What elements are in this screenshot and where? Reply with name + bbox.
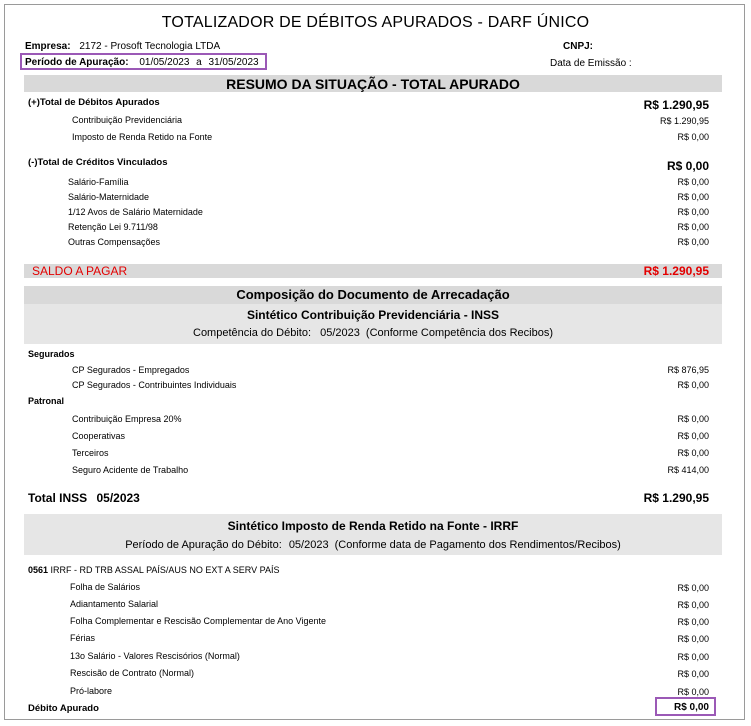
debitos-item-label: Imposto de Renda Retido na Fonte (72, 132, 213, 142)
periodo-label: Período de Apuração: (25, 57, 129, 68)
creditos-item-label: Retenção Lei 9.711/98 (68, 222, 158, 232)
irrf-item-value: R$ 0,00 (677, 669, 709, 679)
debitos-item-value: R$ 1.290,95 (659, 116, 709, 126)
segurados-item-value: R$ 876,95 (667, 365, 709, 375)
saldo-value: R$ 1.290,95 (643, 264, 709, 278)
segurados-item-label: CP Segurados - Contribuintes Individuais (72, 380, 237, 390)
irrf-item-label: Pró-labore (70, 686, 113, 696)
patronal-item-value: R$ 0,00 (677, 448, 709, 458)
resumo-heading: RESUMO DA SITUAÇÃO - TOTAL APURADO (226, 76, 520, 92)
irrf-item-label: 13o Salário - Valores Rescisórios (Normal) (70, 651, 240, 661)
segurados-item-value: R$ 0,00 (677, 380, 709, 390)
irrf-item-label: Folha Complementar e Rescisão Complementar de Ano Vigente (70, 616, 326, 626)
patronal-item-label: Cooperativas (72, 431, 126, 441)
patronal-label: Patronal (28, 396, 65, 406)
debitos-item-label: Contribuição Previdenciária (72, 115, 183, 125)
debitos-total: R$ 1.290,95 (643, 98, 709, 112)
patronal-item-label: Contribuição Empresa 20% (72, 414, 182, 424)
irrf-item-value: R$ 0,00 (677, 583, 709, 593)
periodo-fim: 31/05/2023 (208, 57, 259, 68)
segurados-label: Segurados (28, 349, 75, 359)
creditos-item-value: R$ 0,00 (677, 177, 709, 187)
report-frame (4, 4, 745, 720)
irrf-periodo (24, 539, 722, 551)
irrf-item-value: R$ 0,00 (677, 634, 709, 644)
creditos-item-label: Salário-Maternidade (68, 192, 150, 202)
creditos-label: (-)Total de Créditos Vinculados (28, 157, 168, 168)
patronal-item-value: R$ 414,00 (667, 465, 709, 475)
periodo-inicio: 01/05/2023 (139, 57, 190, 68)
saldo-label: SALDO A PAGAR (32, 264, 128, 278)
debitos-label: (+)Total de Débitos Apurados (28, 97, 160, 108)
composicao-heading: Composição do Documento de Arrecadação (236, 287, 510, 302)
irrf-item-value: R$ 0,00 (677, 652, 709, 662)
irrf-periodo-label: Período de Apuração do Débito: (125, 539, 282, 551)
emissao-label: Data de Emissão : (550, 58, 632, 69)
total-inss-value: R$ 1.290,95 (643, 491, 709, 505)
creditos-total: R$ 0,00 (666, 159, 709, 173)
creditos-item-label: Salário-Família (68, 177, 129, 187)
empresa-label: Empresa: (25, 41, 71, 52)
empresa-value: 2172 - Prosoft Tecnologia LTDA (79, 41, 221, 52)
empresa-row (25, 41, 220, 52)
irrf-item-value: R$ 0,00 (677, 600, 709, 610)
debito-apurado-value: R$ 0,00 (673, 702, 709, 713)
segurados-item-label: CP Segurados - Empregados (72, 365, 190, 375)
saldo-band (24, 264, 722, 278)
inss-competencia (24, 327, 722, 339)
creditos-item-label: Outras Compensações (68, 237, 161, 247)
patronal-item-value: R$ 0,00 (677, 431, 709, 441)
creditos-item-value: R$ 0,00 (677, 207, 709, 217)
irrf-item-value: R$ 0,00 (677, 617, 709, 627)
total-inss (28, 491, 140, 505)
irrf-code-row (28, 565, 279, 575)
periodo-row (25, 57, 259, 68)
irrf-item-label: Folha de Salários (70, 582, 141, 592)
creditos-item-value: R$ 0,00 (677, 222, 709, 232)
cnpj-label: CNPJ: (563, 41, 594, 52)
irrf-item-label: Adiantamento Salarial (70, 599, 159, 609)
inss-heading: Sintético Contribuição Previdenciária - INSS (246, 308, 500, 322)
irrf-heading: Sintético Imposto de Renda Retido na Fonte - IRRF (227, 519, 519, 533)
patronal-item-value: R$ 0,00 (677, 414, 709, 424)
periodo-sep: a (196, 57, 202, 68)
total-inss-label: Total INSS (28, 491, 88, 505)
competencia-label: Competência do Débito: (193, 327, 312, 339)
irrf-item-label: Rescisão de Contrato (Normal) (70, 668, 195, 678)
patronal-item-label: Terceiros (72, 448, 109, 458)
patronal-item-label: Seguro Acidente de Trabalho (72, 465, 189, 475)
debito-apurado-label: Débito Apurado (28, 703, 99, 714)
competencia-value: 05/2023 (320, 327, 360, 339)
irrf-periodo-note: (Conforme data de Pagamento dos Rendimentos/Recibos) (334, 539, 621, 551)
debitos-item-value: R$ 0,00 (677, 132, 709, 142)
irrf-item-label: Férias (70, 633, 96, 643)
creditos-item-value: R$ 0,00 (677, 237, 709, 247)
competencia-note: (Conforme Competência dos Recibos) (365, 327, 553, 339)
total-inss-period: 05/2023 (96, 491, 140, 505)
creditos-item-value: R$ 0,00 (677, 192, 709, 202)
irrf-item-value: R$ 0,00 (677, 687, 709, 697)
creditos-item-label: 1/12 Avos de Salário Maternidade (68, 207, 203, 217)
irrf-code-desc: IRRF - RD TRB ASSAL PAÍS/AUS NO EXT A SERV PAÍS (50, 565, 280, 575)
report-title: TOTALIZADOR DE DÉBITOS APURADOS - DARF ÚNICO (161, 14, 590, 31)
irrf-periodo-value: 05/2023 (288, 539, 329, 551)
irrf-code: 0561 (28, 565, 49, 575)
